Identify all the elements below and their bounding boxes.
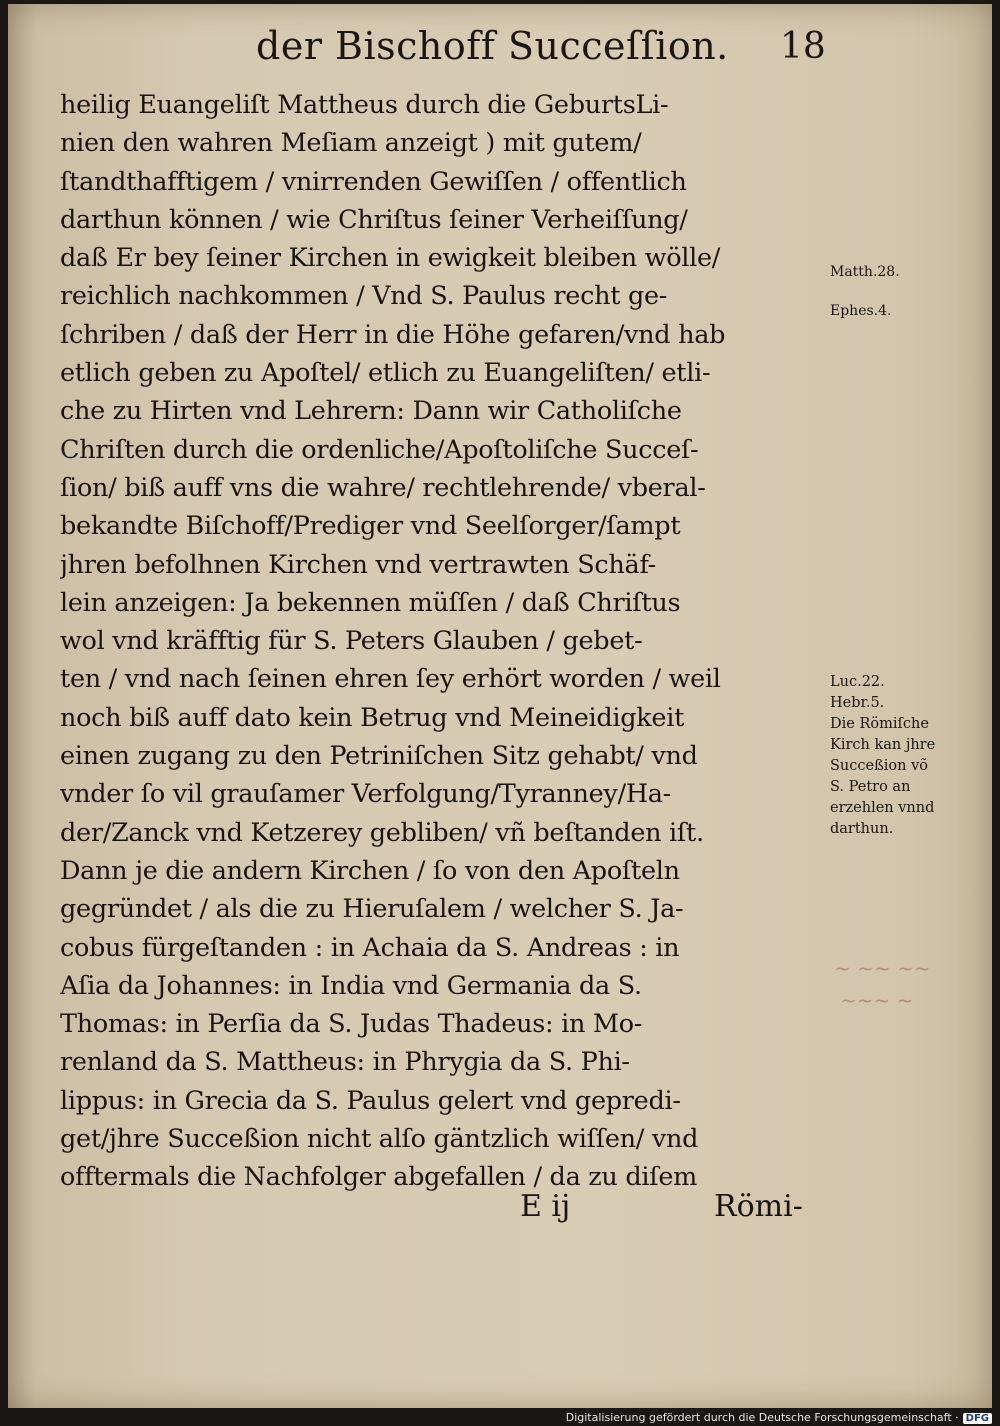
margin-note-line: S. Petro an <box>830 779 911 795</box>
text-line: einen zugang zu den Petriniſchen Sitz gehabt/ vnd <box>60 741 698 772</box>
ink-bleed-through: ~~~ ~ <box>840 988 914 1012</box>
margin-note-line: erzehlen vnnd <box>830 800 935 816</box>
digitization-credit <box>566 1411 992 1424</box>
text-line: jhren befolhnen Kirchen vnd vertrawten Schäf- <box>60 549 656 580</box>
text-line: der/Zanck vnd Ketzerey gebliben/ vñ beſtanden iſt. <box>60 817 704 848</box>
text-line: cobus fürgeſtanden : in Achaia da S. Andreas : in <box>60 932 680 963</box>
text-line: ſchriben / daß der Herr in die Höhe gefaren/vnd hab <box>60 319 726 350</box>
margin-note-line: darthun. <box>830 821 894 837</box>
margin-note-line: Die Römiſche <box>830 716 929 732</box>
margin-note-line: Kirch kan jhre <box>830 737 936 753</box>
page-number: 18 <box>780 26 826 67</box>
text-line: bekandte Biſchoff/Prediger vnd Seelſorger/ſampt <box>60 511 681 542</box>
margin-note-line: Succeßion võ <box>830 758 929 774</box>
margin-note-line: Luc.22. <box>830 674 885 690</box>
credit-text: Digitalisierung gefördert durch die Deutsche Forschungsgemeinschaft · <box>565 1411 959 1424</box>
text-line: heilig Euangeliſt Mattheus durch die GeburtsLi- <box>60 90 669 120</box>
text-line: noch biß auff dato kein Betrug vnd Meineidigkeit <box>60 702 685 733</box>
text-line: ten / vnd nach ſeinen ehren ſey erhört worden / weil <box>60 664 721 695</box>
signature-mark: E ij <box>520 1189 571 1224</box>
text-line: get/jhre Succeßion nicht alſo gäntzlich wiſſen/ vnd <box>60 1124 699 1155</box>
text-line: lein anzeigen: Ja bekennen müſſen / daß Chriſtus <box>60 587 681 618</box>
margin-note-block <box>830 672 935 840</box>
text-line: renland da S. Mattheus: in Phrygia da S. Phi- <box>60 1047 630 1078</box>
text-line: wol vnd kräfftig für S. Peters Glauben / gebet- <box>60 626 643 657</box>
margin-note-ephes: Ephes.4. <box>830 303 892 319</box>
book-page <box>8 4 992 1408</box>
text-line: Aſia da Johannes: in India vnd Germania da S. <box>60 970 642 1001</box>
margin-note-matth: Matth.28. <box>830 264 900 280</box>
text-line: offtermals die Nachfolger abgefallen / da zu diſem <box>60 1162 698 1193</box>
text-line: gegründet / als die zu Hieruſalem / welcher S. Ja- <box>60 894 684 925</box>
text-line: darthun können / wie Chriſtus ſeiner Verheiſſung/ <box>60 204 688 235</box>
running-title: der Bischoff Succeſſion. <box>256 24 729 68</box>
text-line: Dann je die andern Kirchen / ſo von den Apoſteln <box>60 855 680 886</box>
text-line: ſtandthafftigem / vnirrenden Gewiſſen / offentlich <box>60 166 687 197</box>
dfg-logo: DFG <box>963 1413 992 1424</box>
text-line: daß Er bey ſeiner Kirchen in ewigkeit bleiben wölle/ <box>60 243 721 274</box>
ink-bleed-through: ~ ~~ ~~ <box>834 956 931 980</box>
text-line: ſion/ biß auff vns die wahre/ rechtlehrende/ vberal- <box>60 472 706 503</box>
margin-note-line: Hebr.5. <box>830 695 885 711</box>
text-line: vnder ſo vil grauſamer Verfolgung/Tyranney/Ha- <box>60 779 671 810</box>
text-line: che zu Hirten vnd Lehrern: Dann wir Catholiſche <box>60 396 682 427</box>
body-text <box>60 86 830 1197</box>
text-line: lippus: in Grecia da S. Paulus gelert vnd gepredi- <box>60 1085 681 1116</box>
catchword: Römi- <box>714 1189 803 1224</box>
text-line: etlich geben zu Apoſtel/ etlich zu Euangeliſten/ etli- <box>60 358 711 389</box>
text-line: nien den wahren Meſiam anzeigt ) mit gutem/ <box>60 128 642 159</box>
text-line: reichlich nachkommen / Vnd S. Paulus recht ge- <box>60 281 668 312</box>
text-line: Thomas: in Perſia da S. Judas Thadeus: in Mo- <box>60 1009 643 1040</box>
text-line: Chriſten durch die ordenliche/Apoſtoliſche Succeſ- <box>60 434 699 465</box>
